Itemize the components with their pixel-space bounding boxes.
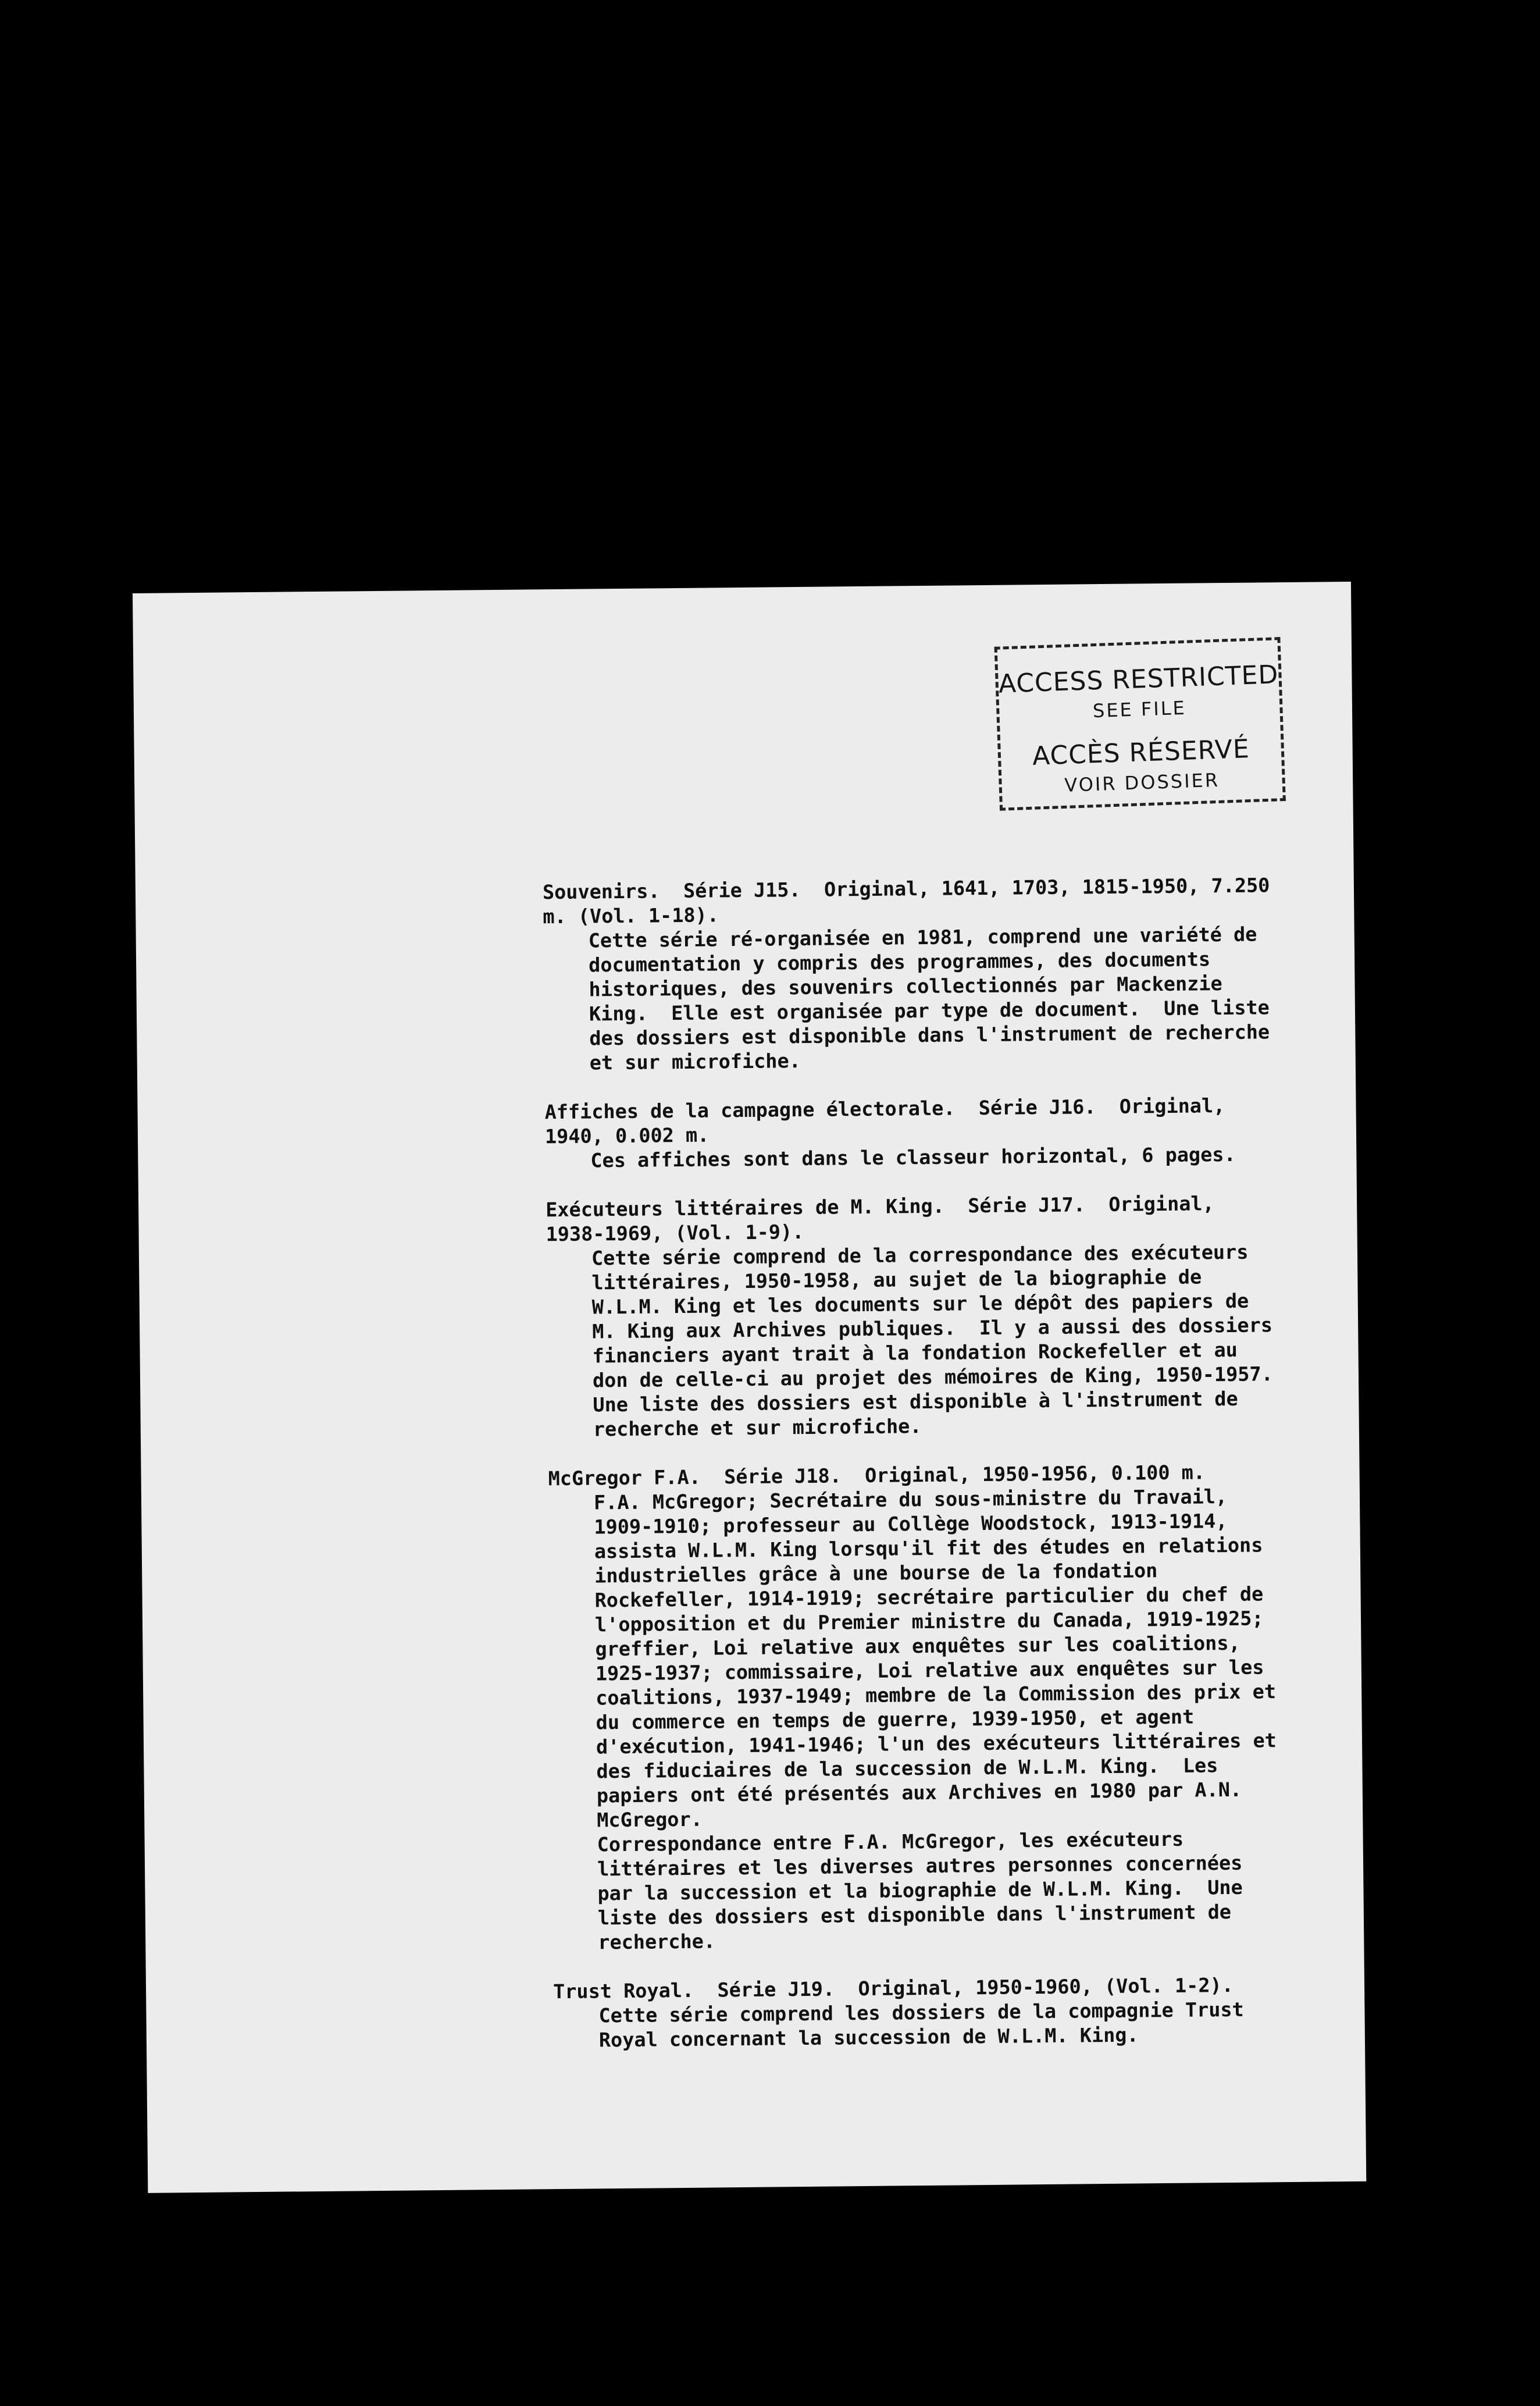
entry-heading-line: McGregor F.A. Série J18. Original, 1950-1956, 0.100 m.	[548, 1461, 1206, 1490]
series-entry-j15	[543, 873, 1295, 1076]
entry-body-line: par la succession et la biographie de W.L.M. King. Une	[597, 1875, 1243, 1905]
entry-heading-line: Affiches de la campagne électorale. Série J16. Original,	[544, 1094, 1225, 1124]
stamp-line-2: SEE FILE	[1092, 696, 1187, 722]
series-entry-j18	[548, 1460, 1303, 1955]
entry-body-line: Cette série comprend de la correspondance des exécuteurs	[591, 1240, 1249, 1270]
entry-body-line: Cette série ré-organisée en 1981, comprend une variété de	[588, 923, 1257, 952]
entry-heading-line: 1940, 0.002 m.	[544, 1123, 710, 1148]
series-list	[543, 873, 1304, 2077]
stamp-line-4: VOIR DOSSIER	[1064, 768, 1220, 796]
entry-body-line: 1909-1910; professeur au Collège Woodstock, 1913-1914,	[594, 1510, 1228, 1539]
stamp-line-1: ACCESS RESTRICTED	[998, 660, 1279, 699]
entry-body-line: M. King aux Archives publiques. Il y a aussi des dossiers	[592, 1314, 1273, 1343]
entry-heading-line: m. (Vol. 1-18).	[543, 903, 719, 928]
entry-body-line: historiques, des souvenirs collectionnés par Mackenzie	[589, 972, 1222, 1001]
entry-body-line: recherche et sur microfiche.	[593, 1415, 922, 1441]
entry-body-line: et sur microfiche.	[589, 1049, 801, 1074]
entry-body-line: d'exécution, 1941-1946; l'un des exécuteurs littéraires et	[596, 1729, 1277, 1759]
entry-body-line: du commerce en temps de guerre, 1939-1950, et agent	[596, 1705, 1195, 1734]
entry-body-line: financiers ayant trait à la fondation Rockefeller et au	[592, 1338, 1238, 1368]
entry-body-line: Rockefeller, 1914-1919; secrétaire particulier du chef de	[594, 1582, 1264, 1612]
entry-body-line: Correspondance entre F.A. McGregor, les exécuteurs	[597, 1827, 1184, 1856]
entry-body-line: liste des dossiers est disponible dans l'instrument de	[597, 1900, 1232, 1930]
entry-body-line: 1925-1937; commissaire, Loi relative aux enquêtes sur les	[595, 1656, 1264, 1685]
entry-heading-line: Trust Royal. Série J19. Original, 1950-1960, (Vol. 1-2).	[552, 1973, 1234, 2003]
series-entry-j19	[553, 1973, 1304, 2053]
entry-heading-line: Exécuteurs littéraires de M. King. Série J17. Original,	[546, 1192, 1214, 1222]
entry-body-line: des dossiers est disponible dans l'instrument de recherche	[589, 1020, 1270, 1050]
access-restricted-stamp	[994, 637, 1286, 811]
entry-heading-line: 1938-1969, (Vol. 1-9).	[546, 1220, 804, 1246]
entry-body-line: papiers ont été présentés aux Archives en 1980 par A.N.	[596, 1778, 1242, 1807]
entry-body-line: W.L.M. King et les documents sur le dépôt des papiers de	[591, 1289, 1249, 1319]
document-page	[133, 582, 1366, 2193]
entry-body-line: documentation y compris des programmes, des documents	[588, 948, 1211, 977]
entry-body-line: industrielles grâce à une bourse de la fondation	[594, 1559, 1158, 1588]
entry-body-line: coalitions, 1937-1949; membre de la Commission des prix et	[596, 1680, 1277, 1710]
entry-heading-line: Souvenirs. Série J15. Original, 1641, 1703, 1815-1950, 7.250	[542, 874, 1270, 904]
entry-body-line: Royal concernant la succession de W.L.M. King.	[598, 2023, 1139, 2052]
entry-body-line: F.A. McGregor; Secrétaire du sous-ministre du Travail,	[593, 1485, 1228, 1514]
series-entry-j16	[544, 1093, 1295, 1173]
entry-body-line: Ces affiches sont dans le classeur horizontal, 6 pages.	[590, 1143, 1236, 1172]
entry-body-line: Une liste des dossiers est disponible à l'instrument de	[593, 1387, 1238, 1416]
entry-body-line: littéraires, 1950-1958, au sujet de la biographie de	[591, 1265, 1202, 1294]
entry-body-line: l'opposition et du Premier ministre du Canada, 1919-1925;	[594, 1607, 1264, 1636]
entry-body-line: McGregor.	[597, 1807, 703, 1832]
entry-body-line: don de celle-ci au projet des mémoires de King, 1950-1957.	[592, 1362, 1273, 1392]
entry-body-line: Cette série comprend les dossiers de la compagnie Trust	[598, 1998, 1244, 2027]
entry-body-line: littéraires et les diverses autres personnes concernées	[597, 1851, 1243, 1881]
entry-body-line: recherche.	[598, 1930, 716, 1954]
entry-body-line: des fiduciaires de la succession de W.L.M. King. Les	[596, 1754, 1218, 1783]
series-entry-j17	[546, 1191, 1298, 1442]
entry-body-line: greffier, Loi relative aux enquêtes sur les coalitions,	[595, 1631, 1240, 1661]
stamp-line-3: ACCÈS RÉSERVÉ	[1032, 734, 1250, 771]
entry-body-line: assista W.L.M. King lorsqu'il fit des études en relations	[594, 1533, 1263, 1563]
entry-body-line: King. Elle est organisée par type de document. Une liste	[589, 996, 1270, 1026]
